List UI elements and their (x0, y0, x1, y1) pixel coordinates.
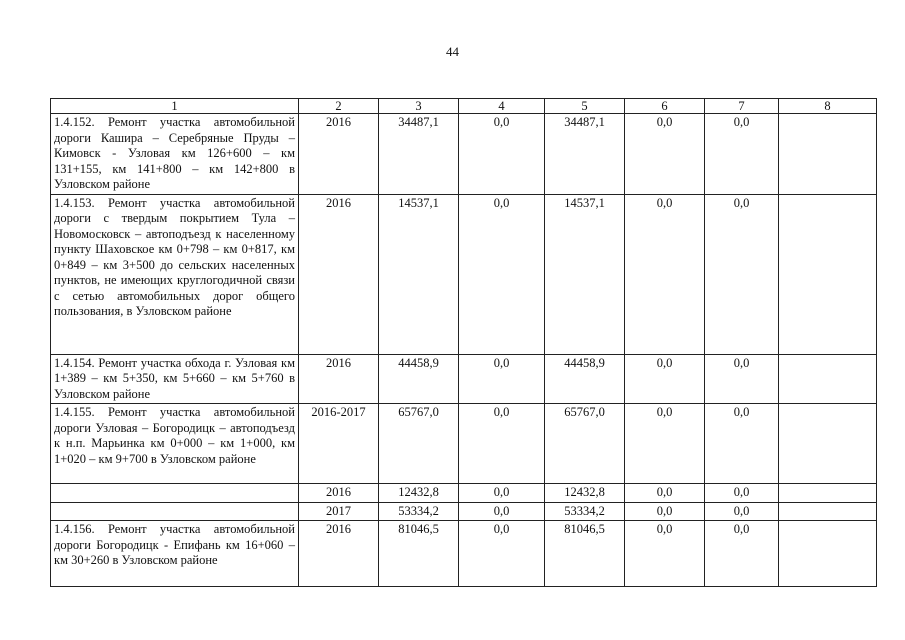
row-value-7: 0,0 (705, 404, 779, 484)
row-value-4: 0,0 (459, 502, 545, 521)
row-total: 53334,2 (379, 502, 459, 521)
row-total: 44458,9 (379, 354, 459, 404)
row-year: 2016 (299, 194, 379, 354)
row-description: 1.4.152. Ремонт участка автомобильной дороги Кашира – Серебряные Пруды – Кимовск - Узловая км 126+600 – км 131+155, км 141+800 – км 142+800 в Узловском районе (51, 114, 299, 195)
row-value-6: 0,0 (625, 114, 705, 195)
row-total: 81046,5 (379, 521, 459, 587)
row-year: 2016-2017 (299, 404, 379, 484)
column-header: 7 (705, 99, 779, 114)
table-row (51, 194, 877, 354)
row-value-7: 0,0 (705, 484, 779, 503)
row-description (51, 502, 299, 521)
row-value-5: 14537,1 (545, 194, 625, 354)
column-header: 5 (545, 99, 625, 114)
row-value-7: 0,0 (705, 194, 779, 354)
row-value-6: 0,0 (625, 521, 705, 587)
row-value-5: 65767,0 (545, 404, 625, 484)
row-description: 1.4.154. Ремонт участка обхода г. Узловая км 1+389 – км 5+350, км 5+660 – км 5+760 в Узловском районе (51, 354, 299, 404)
table-row (51, 521, 877, 587)
column-header: 8 (779, 99, 877, 114)
table-row (51, 484, 877, 503)
row-year: 2016 (299, 484, 379, 503)
budget-table (50, 98, 877, 587)
row-value-4: 0,0 (459, 354, 545, 404)
row-value-6: 0,0 (625, 502, 705, 521)
row-value-8 (779, 502, 877, 521)
table-row (51, 354, 877, 404)
row-value-8 (779, 354, 877, 404)
row-value-5: 44458,9 (545, 354, 625, 404)
column-header-row (51, 99, 877, 114)
row-value-4: 0,0 (459, 114, 545, 195)
row-value-4: 0,0 (459, 484, 545, 503)
row-year: 2017 (299, 502, 379, 521)
row-value-8 (779, 521, 877, 587)
row-value-7: 0,0 (705, 502, 779, 521)
row-value-8 (779, 484, 877, 503)
row-description (51, 484, 299, 503)
row-value-5: 34487,1 (545, 114, 625, 195)
row-value-4: 0,0 (459, 521, 545, 587)
table-row (51, 404, 877, 484)
row-value-6: 0,0 (625, 194, 705, 354)
row-value-8 (779, 194, 877, 354)
row-description: 1.4.153. Ремонт участка автомобильной дороги с твердым покрытием Тула – Новомосковск – автоподъезд к населенному пункту Шаховское км 0+798 – км 0+817, км 0+849 – км 3+500 до сельских населенных пунктов, не имеющих круглогодичной связи с сетью автомобильных дорог общего пользования, в Узловском районе (51, 194, 299, 354)
row-value-8 (779, 404, 877, 484)
table-row (51, 114, 877, 195)
row-total: 34487,1 (379, 114, 459, 195)
row-description: 1.4.156. Ремонт участка автомобильной дороги Богородицк - Епифань км 16+060 – км 30+260 в Узловском районе (51, 521, 299, 587)
row-value-4: 0,0 (459, 404, 545, 484)
row-value-4: 0,0 (459, 194, 545, 354)
row-total: 65767,0 (379, 404, 459, 484)
row-year: 2016 (299, 521, 379, 587)
row-value-5: 12432,8 (545, 484, 625, 503)
table-row (51, 502, 877, 521)
row-value-5: 81046,5 (545, 521, 625, 587)
row-value-7: 0,0 (705, 521, 779, 587)
row-total: 14537,1 (379, 194, 459, 354)
row-value-6: 0,0 (625, 354, 705, 404)
row-value-8 (779, 114, 877, 195)
row-description: 1.4.155. Ремонт участка автомобильной дороги Узловая – Богородицк – автоподъезд к н.п. Марьинка км 0+000 – км 1+000, км 1+020 – км 9+700 в Узловском районе (51, 404, 299, 484)
row-value-7: 0,0 (705, 114, 779, 195)
column-header: 4 (459, 99, 545, 114)
row-value-6: 0,0 (625, 484, 705, 503)
row-value-5: 53334,2 (545, 502, 625, 521)
row-total: 12432,8 (379, 484, 459, 503)
column-header: 2 (299, 99, 379, 114)
column-header: 3 (379, 99, 459, 114)
column-header: 6 (625, 99, 705, 114)
row-value-7: 0,0 (705, 354, 779, 404)
row-year: 2016 (299, 354, 379, 404)
row-year: 2016 (299, 114, 379, 195)
column-header: 1 (51, 99, 299, 114)
page-number: 44 (446, 44, 459, 59)
row-value-6: 0,0 (625, 404, 705, 484)
